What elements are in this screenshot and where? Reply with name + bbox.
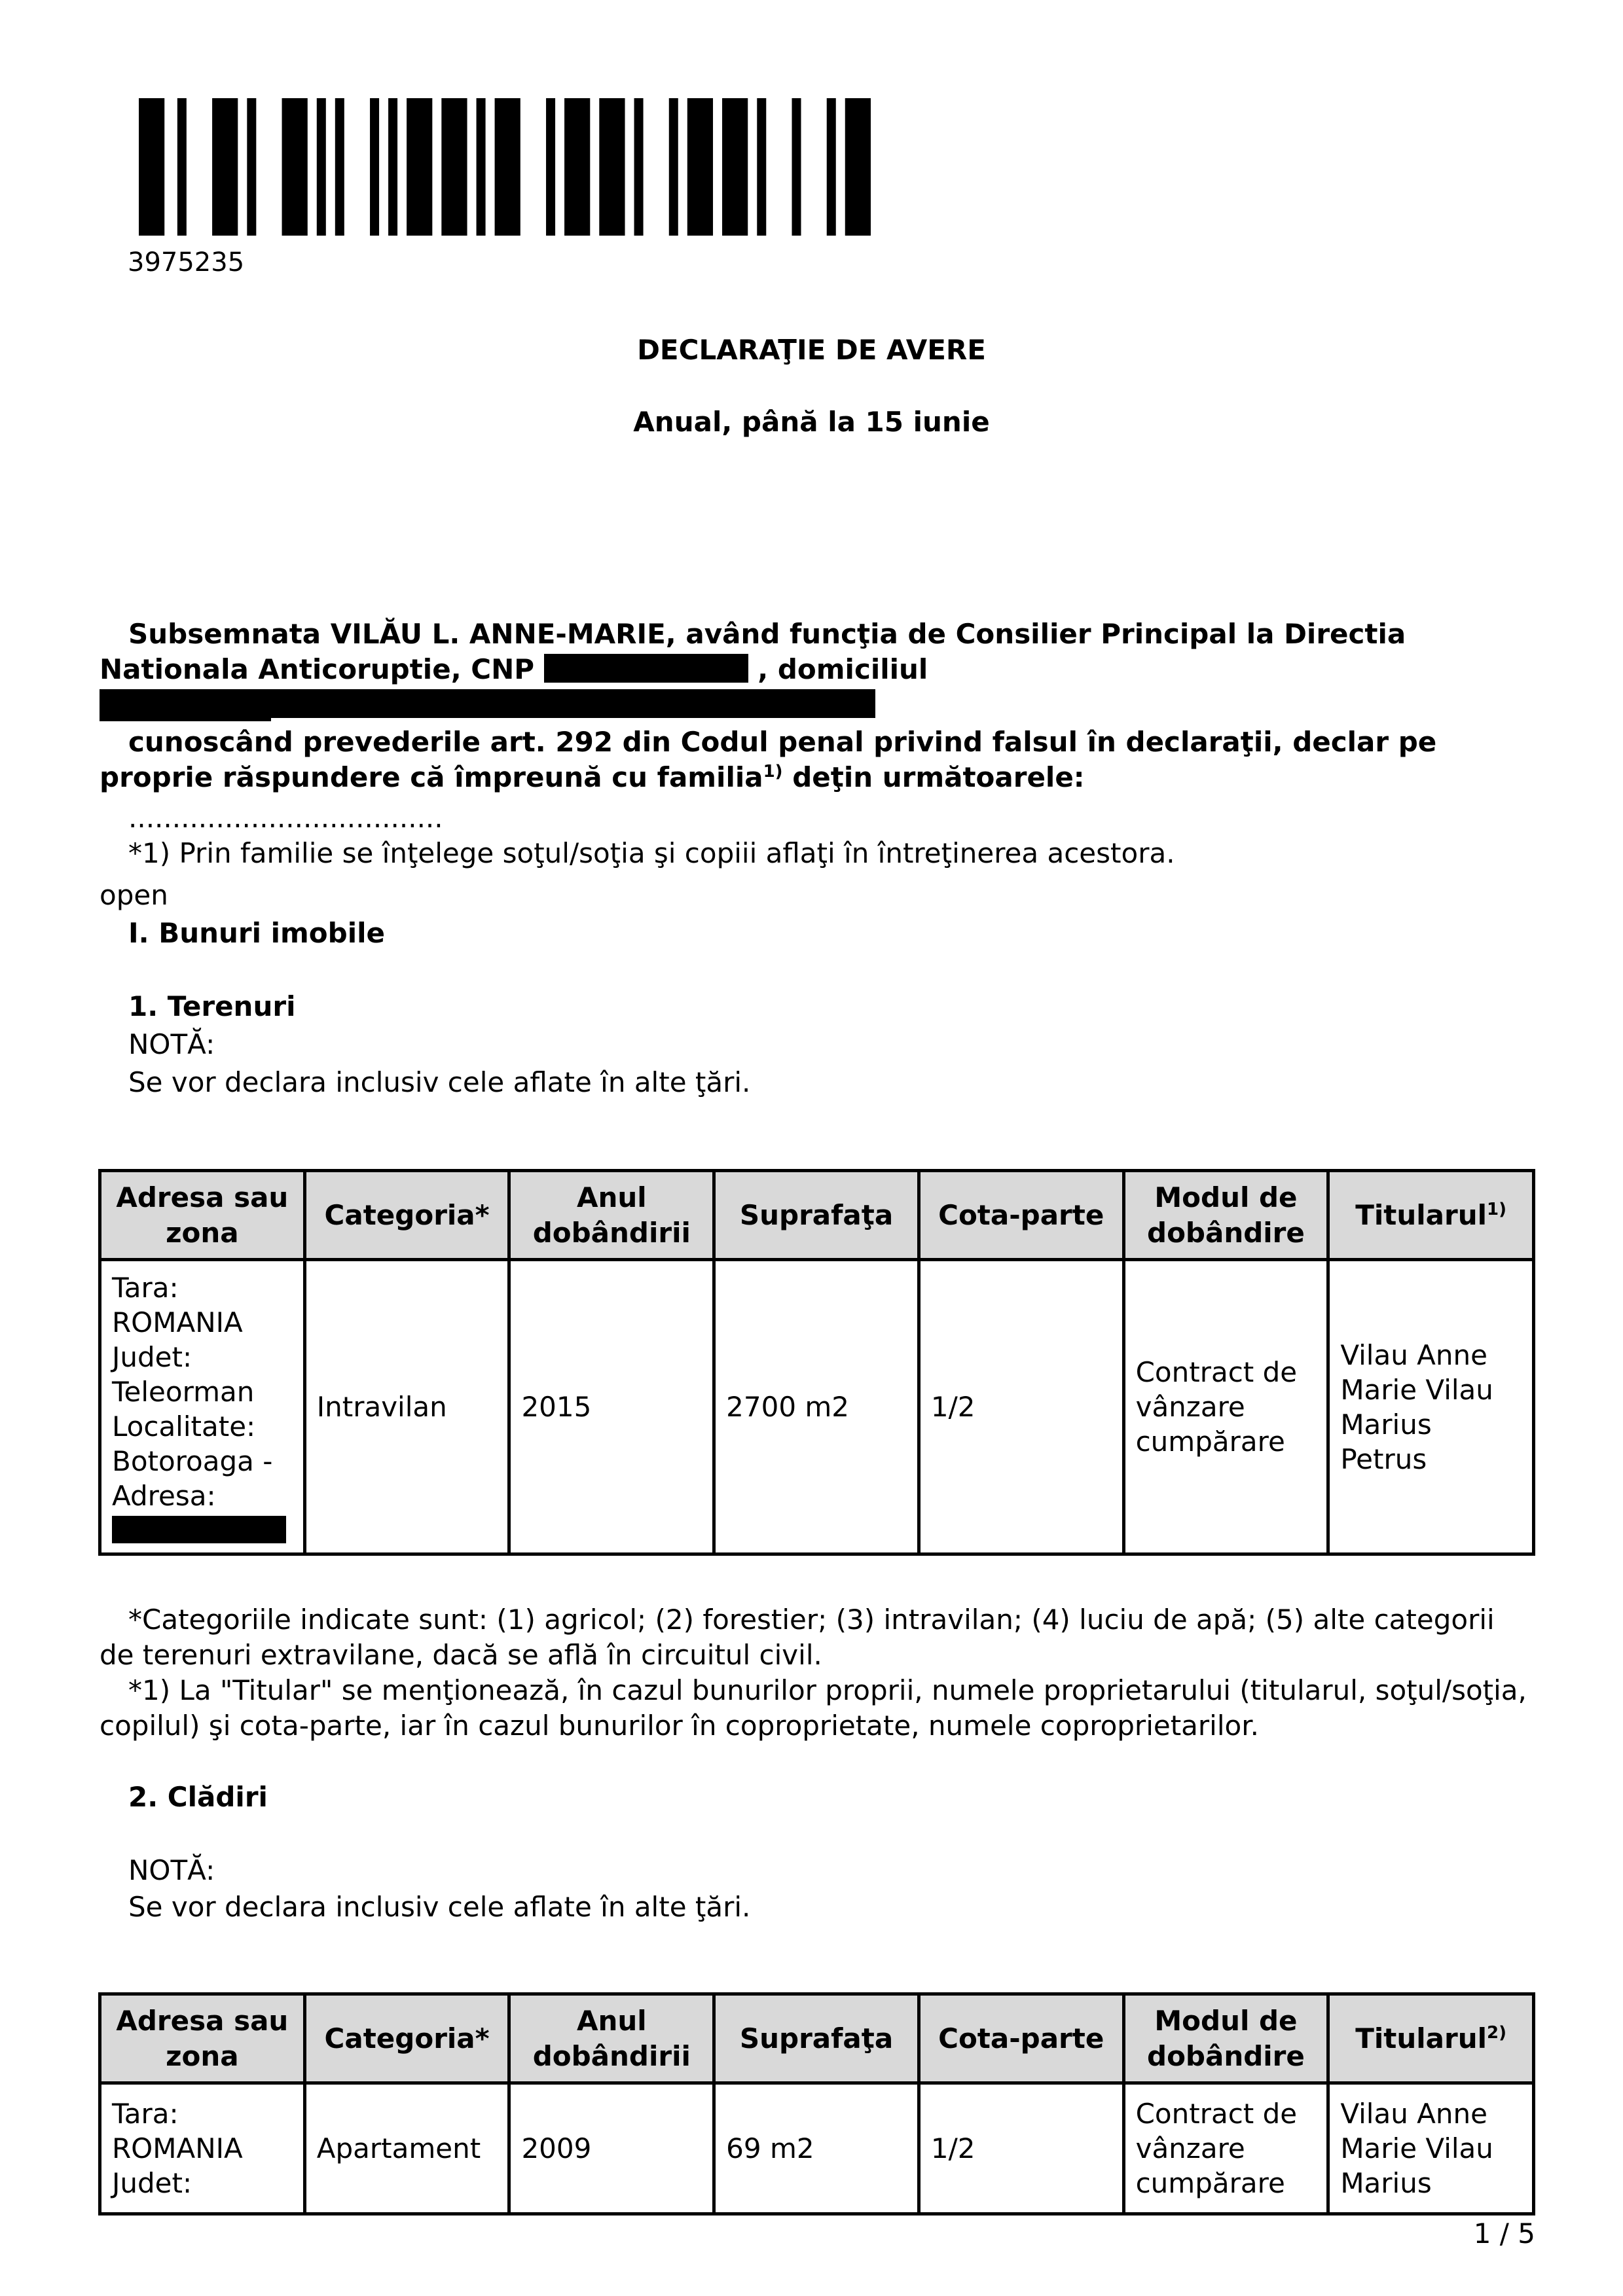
barcode-bar	[441, 98, 467, 236]
family-footnote: *1) Prin familie se înţelege soţul/soţia şi copiii aflaţi în întreţinerea acestora.	[128, 837, 1175, 869]
header-categoria: Categoria*	[304, 1171, 509, 1260]
header-modul: Modul de dobândire	[1123, 1994, 1328, 2083]
cell-cota: 1/2	[919, 2083, 1123, 2214]
open-label: open	[100, 879, 168, 911]
address-line: Adresa:	[112, 1480, 216, 1512]
header-cota: Cota-parte	[919, 1171, 1123, 1260]
intro-text-2: , domiciliul	[757, 653, 928, 685]
barcode-bar	[757, 98, 766, 236]
dots-line: ....................................	[128, 802, 443, 834]
cell-adresa	[100, 2083, 305, 2214]
barcode-bar	[599, 98, 625, 236]
address-line: Localitate:	[112, 1410, 256, 1443]
table-terenuri	[98, 1169, 1535, 1556]
header-titular	[1328, 1994, 1534, 2083]
table-row	[100, 1260, 1534, 1554]
header-adresa: Adresa sau zona	[100, 1171, 305, 1260]
header-adresa: Adresa sau zona	[100, 1994, 305, 2083]
cell-anul: 2009	[509, 2083, 714, 2214]
header-cota: Cota-parte	[919, 1994, 1123, 2083]
header-modul: Modul de dobândire	[1123, 1171, 1328, 1260]
barcode-bar	[177, 98, 187, 236]
redacted-domicile-continued	[100, 694, 271, 721]
table-row	[100, 2083, 1534, 2214]
barcode	[139, 98, 880, 236]
document-subtitle: Anual, până la 15 iunie	[633, 406, 990, 438]
header-titular-sup: 2)	[1487, 2022, 1507, 2043]
address-line: ROMANIA	[112, 2132, 243, 2164]
barcode-bar	[139, 98, 164, 236]
barcode-bar	[722, 98, 748, 236]
redacted-cnp	[544, 654, 748, 683]
barcode-bar	[317, 98, 326, 236]
subsection-heading-terenuri: 1. Terenuri	[128, 990, 296, 1022]
nota-label-2: NOTĂ:	[128, 1854, 215, 1886]
barcode-bar	[827, 98, 836, 236]
header-titular-text: Titularul	[1355, 1198, 1487, 1231]
table-cladiri	[98, 1992, 1535, 2215]
barcode-bar	[669, 98, 678, 236]
cell-adresa	[100, 1260, 305, 1554]
document-title: DECLARAŢIE DE AVERE	[637, 334, 986, 366]
cell-modul: Contract de vânzare cumpărare	[1123, 2083, 1328, 2214]
nota-label: NOTĂ:	[128, 1028, 215, 1060]
nota-text: Se vor declara inclusiv cele aflate în alte ţări.	[128, 1066, 751, 1098]
declaration-text-2: deţin următoarele:	[792, 761, 1085, 793]
declaration-sup: 1)	[763, 762, 783, 781]
page-number: 1 / 5	[1473, 2217, 1535, 2250]
cell-modul: Contract de vânzare cumpărare	[1123, 1260, 1328, 1554]
nota-text-2: Se vor declara inclusiv cele aflate în alte ţări.	[128, 1891, 751, 1923]
barcode-bar	[845, 98, 871, 236]
header-titular	[1328, 1171, 1534, 1260]
address-line: Tara:	[112, 1272, 179, 1304]
address-line: Teleorman	[112, 1376, 255, 1408]
header-suprafata: Suprafaţa	[714, 1994, 919, 2083]
barcode-bar	[370, 98, 379, 236]
barcode-bar	[282, 98, 308, 236]
barcode-bar	[247, 98, 256, 236]
table-header-row	[100, 1994, 1534, 2083]
address-line: Botoroaga -	[112, 1445, 273, 1477]
barcode-bar	[477, 98, 486, 236]
intro-paragraph	[100, 617, 1527, 723]
address-line: Judet:	[112, 1341, 192, 1373]
subsection-heading-cladiri: 2. Clădiri	[128, 1781, 268, 1813]
declaration-paragraph	[100, 725, 1527, 795]
cell-categoria: Intravilan	[304, 1260, 509, 1554]
cell-categoria: Apartament	[304, 2083, 509, 2214]
cell-titular: Vilau Anne Marie Vilau Marius Petrus	[1328, 1260, 1534, 1554]
header-categoria: Categoria*	[304, 1994, 509, 2083]
categorii-note: *Categoriile indicate sunt: (1) agricol; (2) forestier; (3) intravilan; (4) luciu de apă; (5) alte categorii de terenuri extravilane, dacă se află în circuitul civil.	[100, 1604, 1495, 1671]
cell-suprafata: 69 m2	[714, 2083, 919, 2214]
barcode-bar	[546, 98, 555, 236]
header-anul: Anul dobândirii	[509, 1994, 714, 2083]
barcode-bar	[792, 98, 801, 236]
barcode-bar	[335, 98, 344, 236]
titular-note: *1) La "Titular" se menţionează, în cazul bunurilor proprii, numele proprietarului (titularul, soţul/soţia, copilul) şi cota-parte, iar în cazul bunurilor în coproprietate, numele coproprietarilor.	[100, 1674, 1527, 1742]
address-line: Judet:	[112, 2167, 192, 2199]
redacted-address	[112, 1516, 286, 1543]
barcode-bar	[212, 98, 238, 236]
address-line: ROMANIA	[112, 1306, 243, 1338]
cell-titular: Vilau Anne Marie Vilau Marius	[1328, 2083, 1534, 2214]
cell-suprafata: 2700 m2	[714, 1260, 919, 1554]
cell-cota: 1/2	[919, 1260, 1123, 1554]
intro-text-1: Subsemnata VILĂU L. ANNE-MARIE, având funcţia de Consilier Principal la Directia Nationala Anticoruptie, CNP	[100, 618, 1406, 685]
header-titular-text: Titularul	[1355, 2022, 1487, 2054]
cell-anul: 2015	[509, 1260, 714, 1554]
barcode-bar	[495, 98, 520, 236]
section-heading-bunuri-imobile: I. Bunuri imobile	[128, 917, 386, 949]
address-line: Tara:	[112, 2098, 179, 2130]
barcode-number: 3975235	[128, 247, 245, 278]
barcode-bar	[687, 98, 713, 236]
table-header-row	[100, 1171, 1534, 1260]
barcode-bar	[634, 98, 644, 236]
declaration-text-1: cunoscând prevederile art. 292 din Codul penal privind falsul în declaraţii, declar pe proprie răspundere că împreună cu familia	[100, 726, 1437, 793]
header-titular-sup: 1)	[1487, 1199, 1507, 1219]
header-suprafata: Suprafaţa	[714, 1171, 919, 1260]
barcode-bar	[564, 98, 590, 236]
barcode-bar	[388, 98, 397, 236]
header-anul: Anul dobândirii	[509, 1171, 714, 1260]
barcode-bar	[407, 98, 432, 236]
